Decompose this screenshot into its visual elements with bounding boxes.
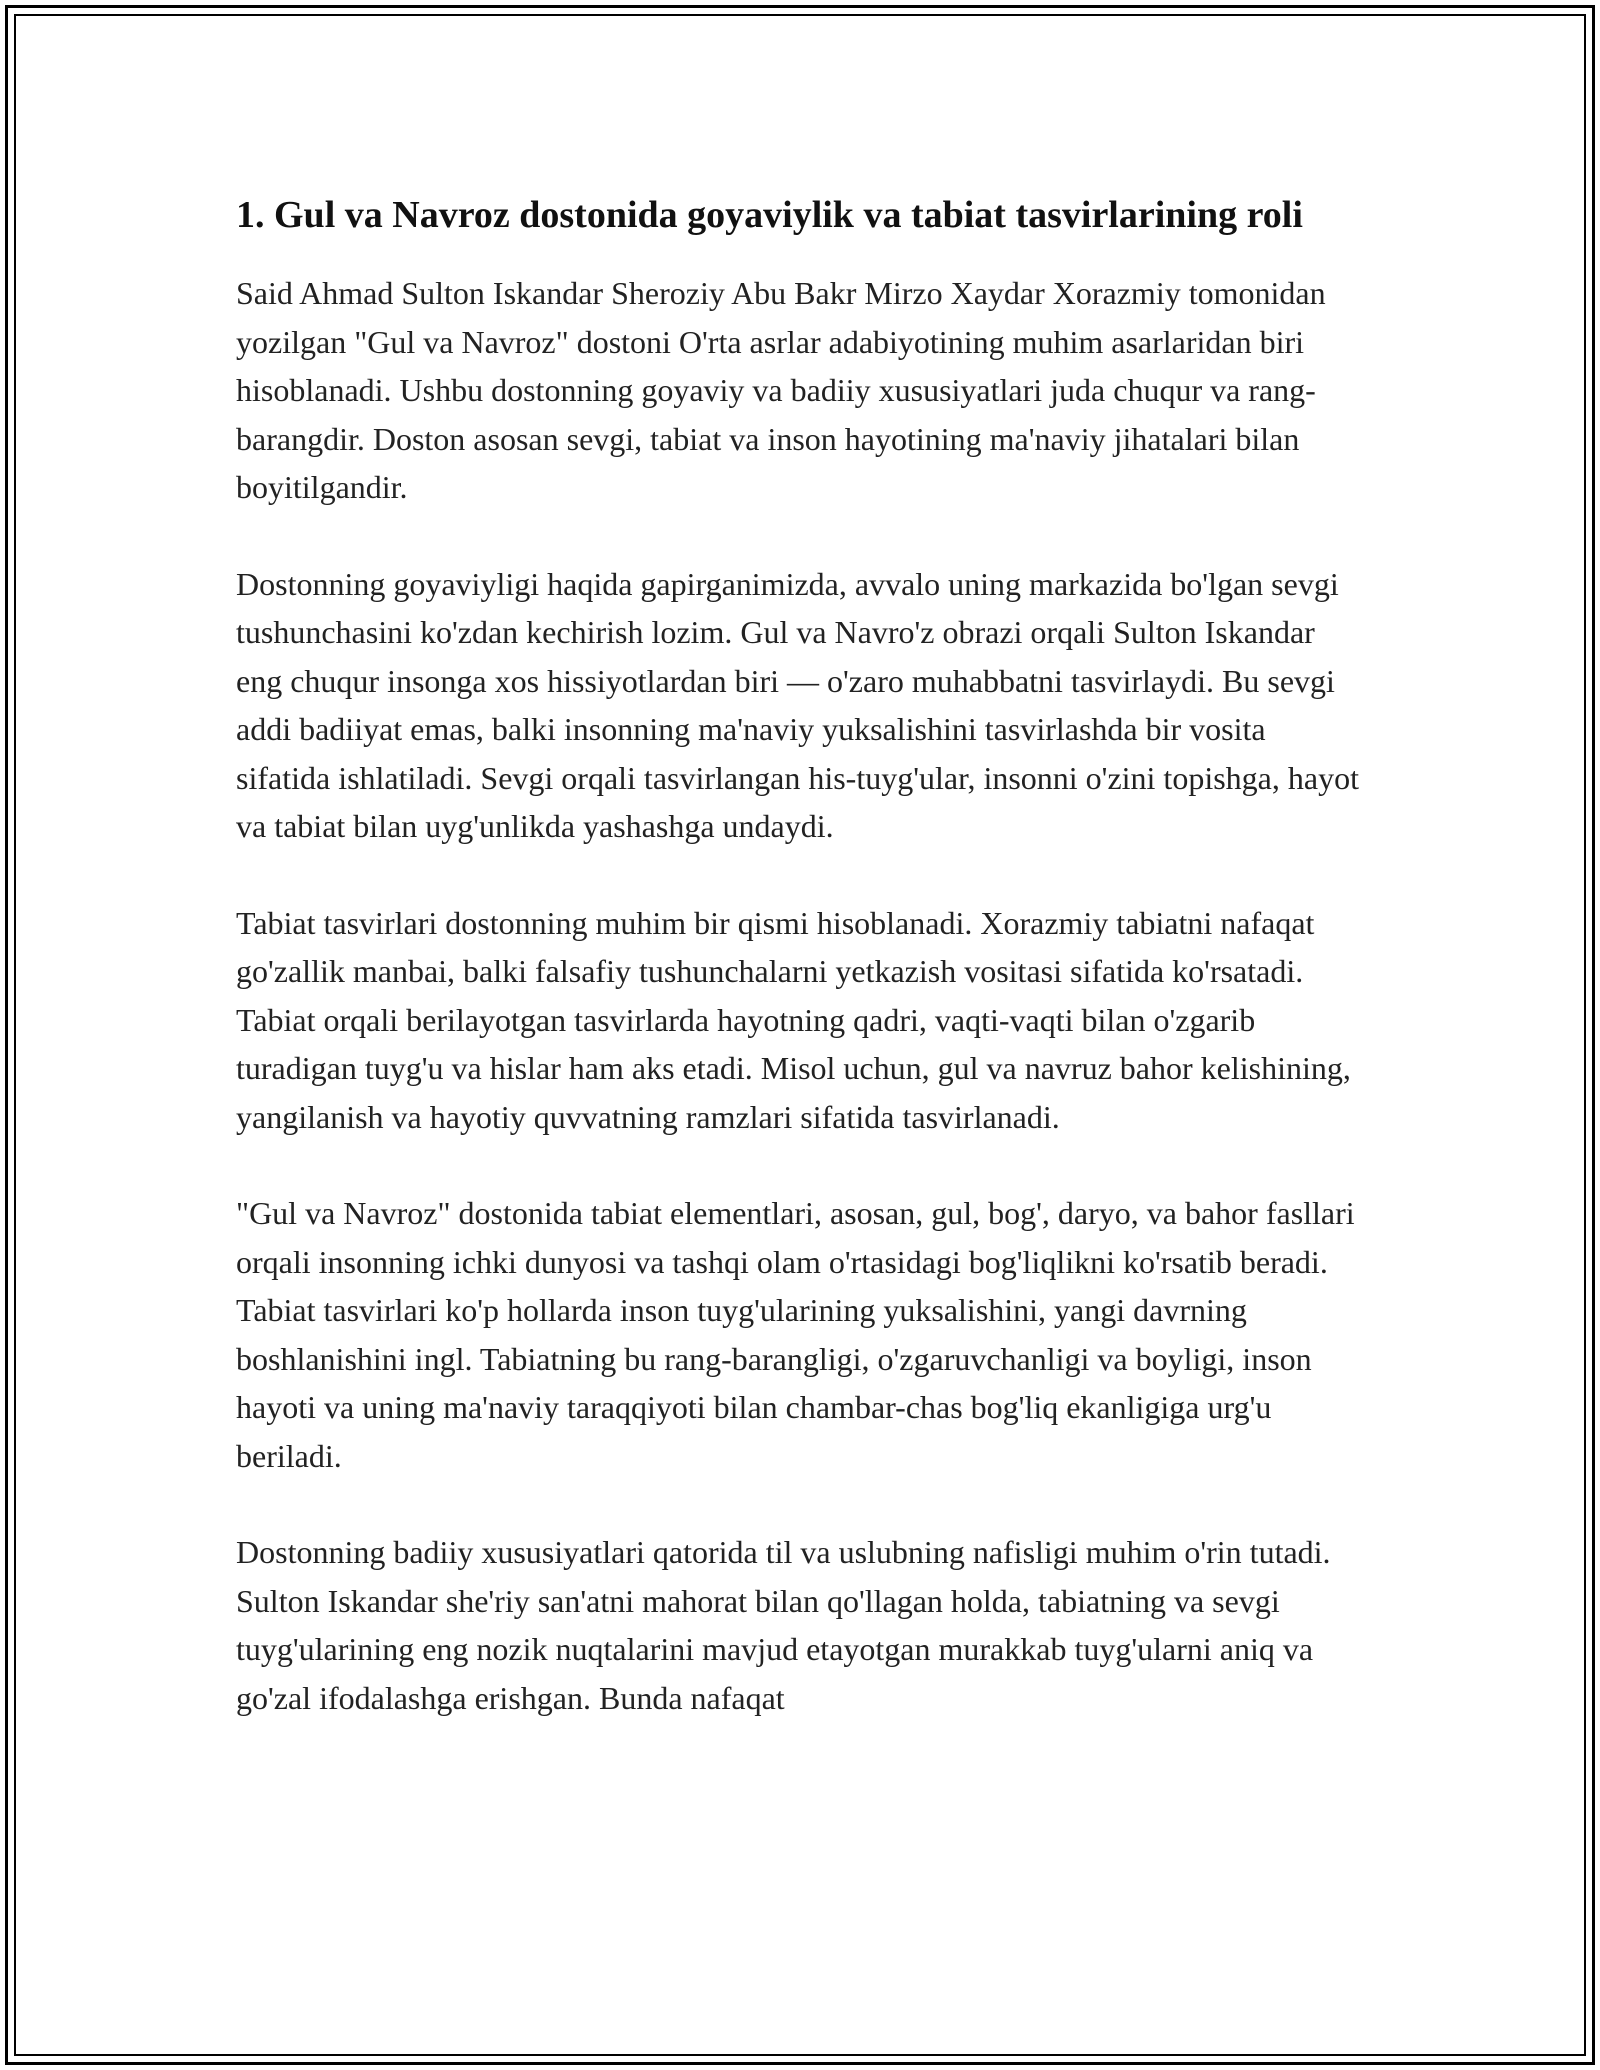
paragraph-1: Said Ahmad Sulton Iskandar Sheroziy Abu Bakr Mirzo Xaydar Xorazmiy tomonidan yozilgan "Gul va Navroz" dostoni O'rta asrlar adabiyotining muhim asarlaridan biri hisoblanadi. Ushbu dostonning goyaviy va badiiy xususiyatlari juda chuqur va rang-barangdir. Doston asosan sevgi, tabiat va inson hayotining ma'naviy jihatalari bilan boyitilgandir. [236, 275, 1326, 505]
section-heading: 1. Gul va Navroz dostonida goyaviylik va tabiat tasvirlarining roli [236, 194, 1303, 236]
paragraph-5: Dostonning badiiy xususiyatlari qatorida til va uslubning nafisligi muhim o'rin tutadi. Sulton Iskandar she'riy san'atni mahorat bilan qo'llagan holda, tabiatning va sevgi tuyg'ularining eng nozik nuqtalarini mavjud etayotgan murakkab tuyg'ularni aniq va go'zal ifodalashga erishgan. Bunda nafaqat [236, 1534, 1331, 1716]
document-body [236, 188, 1366, 1770]
paragraph-4: "Gul va Navroz" dostonida tabiat elementlari, asosan, gul, bog', daryo, va bahor fasllari orqali insonning ichki dunyosi va tashqi olam o'rtasidagi bog'liqlikni ko'rsatib beradi. Tabiat tasvirlari ko'p hollarda inson tuyg'ularining yuksalishini, yangi davrning boshlanishini ingl. Tabiatning bu rang-barangligi, o'zgaruvchanligi va boyligi, inson hayoti va uning ma'naviy taraqqiyoti bilan chambar-chas bog'liq ekanligiga urg'u beriladi. [236, 1195, 1355, 1474]
paragraph-3: Tabiat tasvirlari dostonning muhim bir qismi hisoblanadi. Xorazmiy tabiatni nafaqat go'zallik manbai, balki falsafiy tushunchalarni yetkazish vositasi sifatida ko'rsatadi. Tabiat orqali berilayotgan tasvirlarda hayotning qadri, vaqti-vaqti bilan o'zgarib turadigan tuyg'u va hislar ham aks etadi. Misol uchun, gul va navruz bahor kelishining, yangilanish va hayotiy quvvatning ramzlari sifatida tasvirlanadi. [236, 904, 1351, 1135]
paragraph-2: Dostonning goyaviyligi haqida gapirganimizda, avvalo uning markazida bo'lgan sevgi tushunchasini ko'zdan kechirish lozim. Gul va Navro'z obrazi orqali Sulton Iskandar eng chuqur insonga xos hissiyotlardan biri — o'zaro muhabbatni tasvirlaydi. Bu sevgi addi badiiyat emas, balki insonning ma'naviy yuksalishini tasvirlashda bir vosita sifatida ishlatiladi. Sevgi orqali tasvirlangan his-tuyg'ular, insonni o'zini topishga, hayot va tabiat bilan uyg'unlikda yashashga undaydi. [236, 565, 1359, 844]
